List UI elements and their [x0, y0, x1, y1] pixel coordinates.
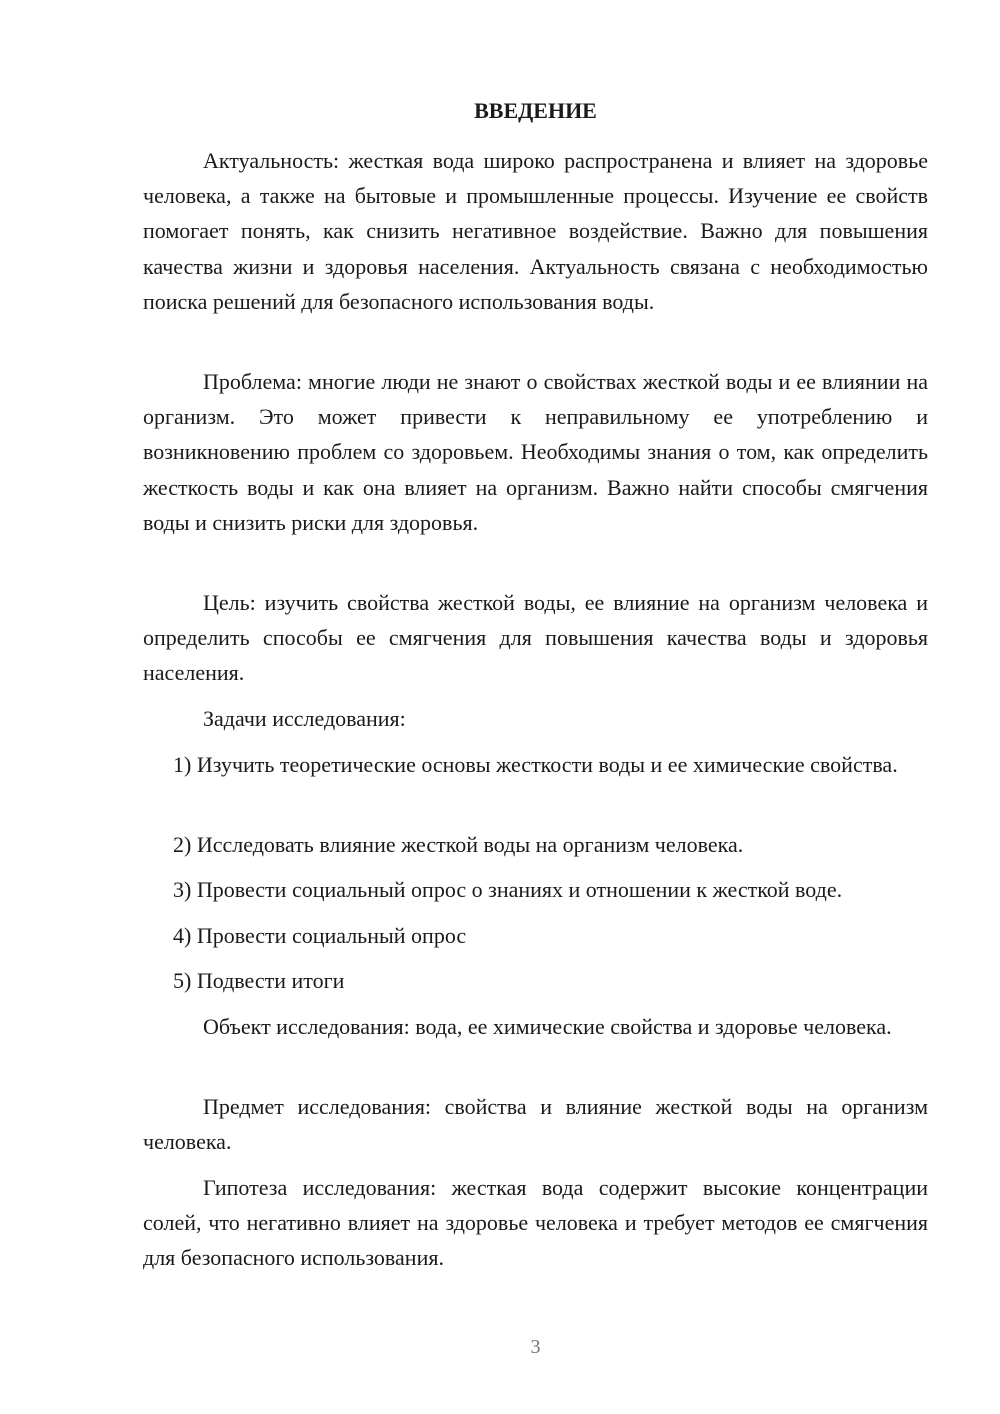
tasks-heading: Задачи исследования:: [203, 706, 406, 731]
page-title: ВВЕДЕНИЕ: [474, 98, 597, 123]
page-number: 3: [530, 1336, 541, 1358]
task-item-3: 3) Провести социальный опрос о знаниях и отношении к жесткой воде.: [173, 877, 843, 902]
task-item-5: 5) Подвести итоги: [173, 968, 345, 993]
goal-paragraph: Цель: изучить свойства жесткой воды, ее влияние на организм человека и определить способы ее смягчения для повышения качества воды и здоровья населения.: [143, 590, 928, 686]
task-item-1: 1) Изучить теоретические основы жесткости воды и ее химические свойства.: [173, 752, 898, 777]
task-item-2: 2) Исследовать влияние жесткой воды на организм человека.: [173, 832, 744, 857]
object-paragraph: Объект исследования: вода, ее химические свойства и здоровье человека.: [203, 1014, 892, 1039]
task-item-4: 4) Провести социальный опрос: [173, 923, 467, 948]
relevance-paragraph: Актуальность: жесткая вода широко распространена и влияет на здоровье человека, а также на бытовые и промышленные процессы. Изучение ее свойств помогает понять, как снизить негативное воздействие. Важно для повышения качества жизни и здоровья населения. Актуальность связана с необходимостью поиска решений для безопасного использования воды.: [143, 148, 928, 314]
problem-paragraph: Проблема: многие люди не знают о свойствах жесткой воды и ее влиянии на организм. Это может привести к неправильному ее употреблению и возникновению проблем со здоровьем. Необходимы знания о том, как определить жесткость воды и как она влияет на организм. Важно найти способы смягчения воды и снизить риски для здоровья.: [143, 369, 928, 535]
subject-paragraph: Предмет исследования: свойства и влияние жесткой воды на организм человека.: [143, 1094, 928, 1155]
hypothesis-paragraph: Гипотеза исследования: жесткая вода содержит высокие концентрации солей, что негативно влияет на здоровье человека и требует методов ее смягчения для безопасного использования.: [143, 1175, 928, 1271]
